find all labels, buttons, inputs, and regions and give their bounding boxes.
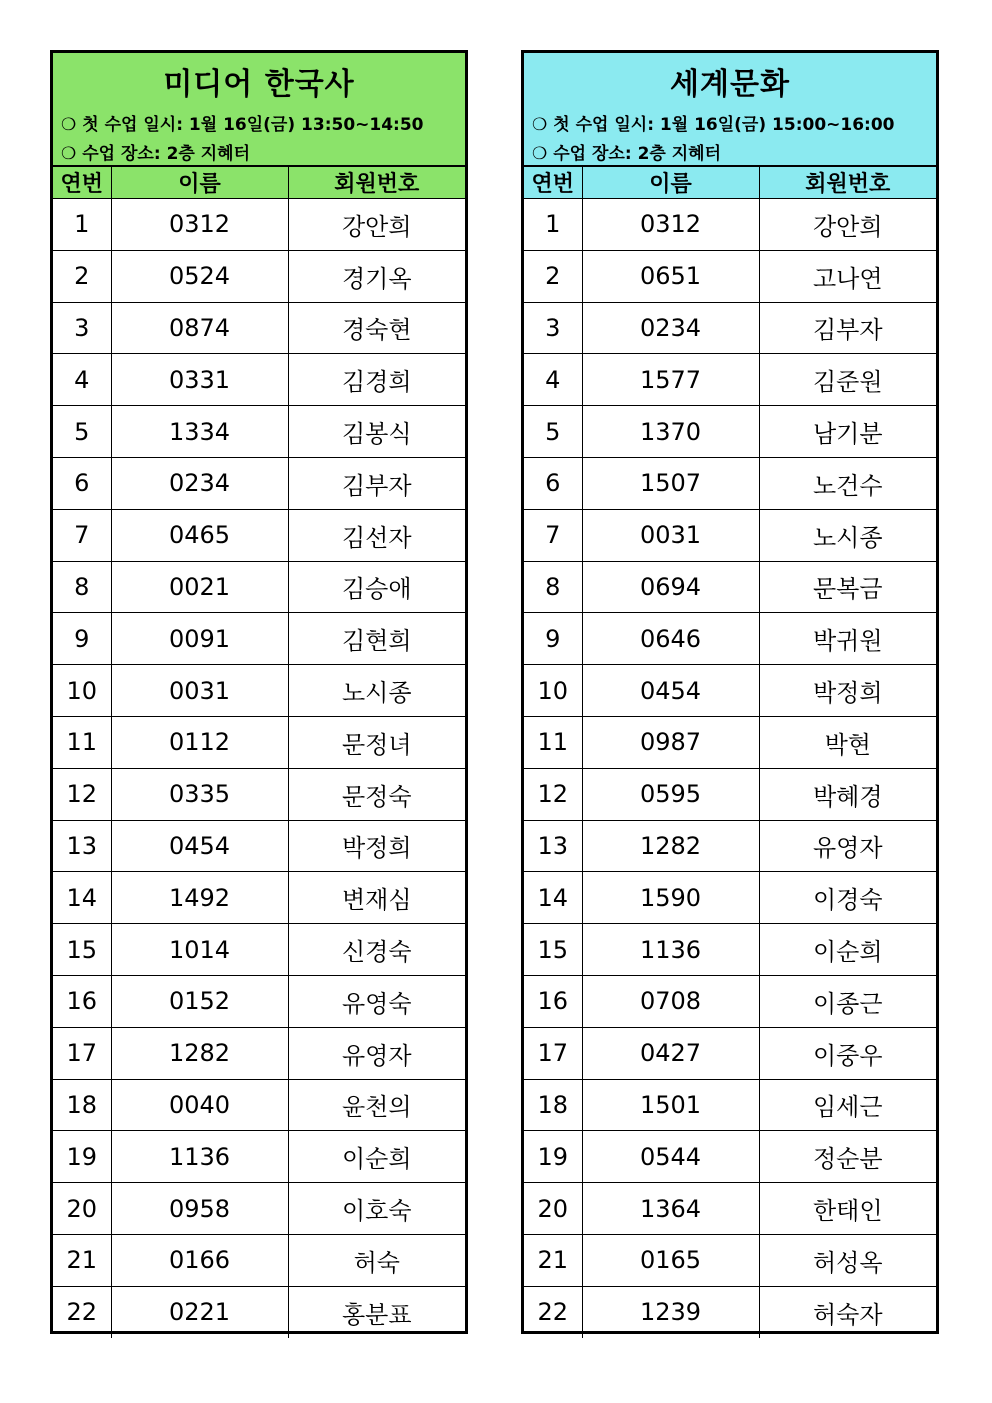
column-header-seq: 연번 [524, 167, 582, 199]
table-row [524, 613, 936, 665]
row-seq-cell: 15 [524, 924, 582, 976]
row-member-no-cell: 박정희 [759, 665, 936, 717]
table-row [53, 975, 465, 1027]
row-member-no-cell: 윤천의 [288, 1079, 465, 1131]
table-row [53, 1286, 465, 1337]
row-name-cell: 0874 [111, 302, 288, 354]
row-name-cell: 0646 [582, 613, 759, 665]
roster-body [524, 199, 936, 1338]
row-seq-cell: 14 [524, 872, 582, 924]
row-seq-cell: 15 [53, 924, 111, 976]
row-name-cell: 0454 [582, 665, 759, 717]
row-seq-cell: 17 [53, 1027, 111, 1079]
row-member-no-cell: 노시종 [288, 665, 465, 717]
class-schedule-info [61, 110, 424, 135]
table-row [524, 1027, 936, 1079]
table-row [53, 199, 465, 251]
table-row [53, 924, 465, 976]
row-name-cell: 1370 [582, 406, 759, 458]
column-header-name: 이름 [582, 167, 759, 199]
schedule-text: 첫 수업 일시: 1월 16일(금) 13:50~14:50 [82, 115, 424, 135]
row-name-cell: 0331 [111, 354, 288, 406]
row-seq-cell: 20 [524, 1183, 582, 1235]
row-name-cell: 0312 [582, 199, 759, 251]
row-member-no-cell: 고나연 [759, 250, 936, 302]
row-seq-cell: 9 [524, 613, 582, 665]
row-name-cell: 1282 [111, 1027, 288, 1079]
table-row [524, 768, 936, 820]
circle-bullet-icon: ❍ [532, 144, 548, 164]
class-location-info [532, 139, 721, 164]
row-member-no-cell: 김부자 [759, 302, 936, 354]
table-row [53, 768, 465, 820]
row-member-no-cell: 김선자 [288, 509, 465, 561]
row-name-cell: 0312 [111, 199, 288, 251]
table-row [53, 613, 465, 665]
row-seq-cell: 8 [53, 561, 111, 613]
row-name-cell: 0454 [111, 820, 288, 872]
row-member-no-cell: 허숙자 [759, 1286, 936, 1337]
row-member-no-cell: 유영숙 [288, 975, 465, 1027]
row-name-cell: 0595 [582, 768, 759, 820]
table-row [53, 872, 465, 924]
column-header-member-no: 회원번호 [759, 167, 936, 199]
table-header-row [53, 167, 465, 199]
row-member-no-cell: 신경숙 [288, 924, 465, 976]
table-row [524, 975, 936, 1027]
row-seq-cell: 11 [524, 716, 582, 768]
circle-bullet-icon: ❍ [532, 115, 548, 135]
row-seq-cell: 21 [524, 1234, 582, 1286]
row-name-cell: 0524 [111, 250, 288, 302]
row-member-no-cell: 김부자 [288, 457, 465, 509]
row-member-no-cell: 김현희 [288, 613, 465, 665]
row-member-no-cell: 문정녀 [288, 716, 465, 768]
table-row [53, 1027, 465, 1079]
row-name-cell: 1136 [582, 924, 759, 976]
row-member-no-cell: 김봉식 [288, 406, 465, 458]
row-name-cell: 0040 [111, 1079, 288, 1131]
row-name-cell: 1577 [582, 354, 759, 406]
column-header-name: 이름 [111, 167, 288, 199]
row-name-cell: 1507 [582, 457, 759, 509]
row-seq-cell: 22 [53, 1286, 111, 1337]
table-row [524, 509, 936, 561]
location-text: 수업 장소: 2층 지혜터 [553, 144, 722, 164]
row-name-cell: 1239 [582, 1286, 759, 1337]
roster-body [53, 199, 465, 1338]
panel-header [524, 53, 936, 166]
table-row [524, 1183, 936, 1235]
row-seq-cell: 11 [53, 716, 111, 768]
row-member-no-cell: 강안희 [759, 199, 936, 251]
roster-table [524, 166, 936, 1338]
row-seq-cell: 5 [53, 406, 111, 458]
table-row [524, 1234, 936, 1286]
row-seq-cell: 18 [524, 1079, 582, 1131]
row-member-no-cell: 이호숙 [288, 1183, 465, 1235]
row-seq-cell: 1 [53, 199, 111, 251]
table-row [53, 665, 465, 717]
row-name-cell: 0987 [582, 716, 759, 768]
row-seq-cell: 13 [53, 820, 111, 872]
table-row [524, 872, 936, 924]
row-member-no-cell: 김준원 [759, 354, 936, 406]
row-seq-cell: 5 [524, 406, 582, 458]
row-member-no-cell: 홍분표 [288, 1286, 465, 1337]
row-member-no-cell: 이중우 [759, 1027, 936, 1079]
table-row [524, 457, 936, 509]
row-seq-cell: 2 [53, 250, 111, 302]
row-seq-cell: 8 [524, 561, 582, 613]
row-seq-cell: 4 [53, 354, 111, 406]
row-member-no-cell: 허성옥 [759, 1234, 936, 1286]
row-member-no-cell: 이경숙 [759, 872, 936, 924]
row-name-cell: 0465 [111, 509, 288, 561]
row-name-cell: 0651 [582, 250, 759, 302]
schedule-text: 첫 수업 일시: 1월 16일(금) 15:00~16:00 [553, 115, 895, 135]
class-location-info [61, 139, 250, 164]
panel-title: 세계문화 [670, 67, 790, 102]
row-seq-cell: 22 [524, 1286, 582, 1337]
row-name-cell: 0694 [582, 561, 759, 613]
row-member-no-cell: 강안희 [288, 199, 465, 251]
table-row [524, 302, 936, 354]
table-row [53, 1079, 465, 1131]
row-member-no-cell: 노건수 [759, 457, 936, 509]
row-member-no-cell: 문정숙 [288, 768, 465, 820]
row-seq-cell: 19 [53, 1131, 111, 1183]
row-seq-cell: 6 [524, 457, 582, 509]
row-member-no-cell: 유영자 [759, 820, 936, 872]
row-name-cell: 0031 [582, 509, 759, 561]
table-row [53, 1183, 465, 1235]
location-text: 수업 장소: 2층 지혜터 [82, 144, 251, 164]
table-row [53, 1131, 465, 1183]
row-seq-cell: 1 [524, 199, 582, 251]
row-member-no-cell: 임세근 [759, 1079, 936, 1131]
row-seq-cell: 19 [524, 1131, 582, 1183]
table-row [53, 354, 465, 406]
row-name-cell: 0031 [111, 665, 288, 717]
table-row [53, 509, 465, 561]
row-seq-cell: 14 [53, 872, 111, 924]
table-row [53, 561, 465, 613]
table-row [53, 716, 465, 768]
row-name-cell: 0234 [582, 302, 759, 354]
table-row [524, 924, 936, 976]
row-name-cell: 0091 [111, 613, 288, 665]
row-name-cell: 1590 [582, 872, 759, 924]
table-row [524, 199, 936, 251]
row-member-no-cell: 유영자 [288, 1027, 465, 1079]
row-member-no-cell: 경숙현 [288, 302, 465, 354]
column-header-member-no: 회원번호 [288, 167, 465, 199]
row-seq-cell: 3 [53, 302, 111, 354]
table-row [53, 406, 465, 458]
table-row [524, 1079, 936, 1131]
table-row [53, 250, 465, 302]
row-member-no-cell: 남기분 [759, 406, 936, 458]
row-name-cell: 1492 [111, 872, 288, 924]
row-name-cell: 1364 [582, 1183, 759, 1235]
row-seq-cell: 10 [53, 665, 111, 717]
row-member-no-cell: 경기옥 [288, 250, 465, 302]
row-member-no-cell: 변재심 [288, 872, 465, 924]
circle-bullet-icon: ❍ [61, 115, 77, 135]
table-row [53, 302, 465, 354]
class-schedule-info [532, 110, 895, 135]
row-member-no-cell: 박현 [759, 716, 936, 768]
table-row [53, 820, 465, 872]
table-row [524, 406, 936, 458]
row-name-cell: 1014 [111, 924, 288, 976]
row-member-no-cell: 이순희 [759, 924, 936, 976]
table-row [524, 1131, 936, 1183]
row-member-no-cell: 한태인 [759, 1183, 936, 1235]
row-name-cell: 1282 [582, 820, 759, 872]
table-row [524, 250, 936, 302]
table-row [524, 665, 936, 717]
row-name-cell: 0958 [111, 1183, 288, 1235]
row-member-no-cell: 노시종 [759, 509, 936, 561]
row-name-cell: 0112 [111, 716, 288, 768]
roster-table [53, 166, 465, 1338]
row-name-cell: 0234 [111, 457, 288, 509]
row-name-cell: 0335 [111, 768, 288, 820]
panel-title: 미디어 한국사 [163, 67, 355, 102]
class-panel-media-korean-history [50, 50, 468, 1334]
row-name-cell: 0021 [111, 561, 288, 613]
row-name-cell: 0427 [582, 1027, 759, 1079]
row-name-cell: 0544 [582, 1131, 759, 1183]
row-seq-cell: 21 [53, 1234, 111, 1286]
panel-header [53, 53, 465, 166]
row-member-no-cell: 김경희 [288, 354, 465, 406]
row-member-no-cell: 박귀원 [759, 613, 936, 665]
circle-bullet-icon: ❍ [61, 144, 77, 164]
table-row [524, 354, 936, 406]
row-seq-cell: 4 [524, 354, 582, 406]
row-member-no-cell: 이순희 [288, 1131, 465, 1183]
row-name-cell: 0166 [111, 1234, 288, 1286]
row-member-no-cell: 정순분 [759, 1131, 936, 1183]
row-seq-cell: 17 [524, 1027, 582, 1079]
row-name-cell: 0708 [582, 975, 759, 1027]
row-name-cell: 1334 [111, 406, 288, 458]
row-member-no-cell: 허숙 [288, 1234, 465, 1286]
row-name-cell: 0165 [582, 1234, 759, 1286]
table-row [524, 820, 936, 872]
row-member-no-cell: 박정희 [288, 820, 465, 872]
row-seq-cell: 20 [53, 1183, 111, 1235]
table-row [53, 457, 465, 509]
row-seq-cell: 2 [524, 250, 582, 302]
table-header-row [524, 167, 936, 199]
class-panel-world-culture [521, 50, 939, 1334]
row-name-cell: 0221 [111, 1286, 288, 1337]
row-seq-cell: 3 [524, 302, 582, 354]
row-seq-cell: 18 [53, 1079, 111, 1131]
row-seq-cell: 13 [524, 820, 582, 872]
row-seq-cell: 12 [524, 768, 582, 820]
row-member-no-cell: 이종근 [759, 975, 936, 1027]
row-seq-cell: 7 [53, 509, 111, 561]
table-row [53, 1234, 465, 1286]
row-name-cell: 1136 [111, 1131, 288, 1183]
row-name-cell: 1501 [582, 1079, 759, 1131]
column-header-seq: 연번 [53, 167, 111, 199]
row-name-cell: 0152 [111, 975, 288, 1027]
row-member-no-cell: 박혜경 [759, 768, 936, 820]
row-seq-cell: 10 [524, 665, 582, 717]
row-member-no-cell: 문복금 [759, 561, 936, 613]
row-seq-cell: 9 [53, 613, 111, 665]
row-seq-cell: 7 [524, 509, 582, 561]
row-seq-cell: 12 [53, 768, 111, 820]
table-row [524, 1286, 936, 1337]
row-seq-cell: 16 [53, 975, 111, 1027]
row-member-no-cell: 김승애 [288, 561, 465, 613]
table-row [524, 561, 936, 613]
table-row [524, 716, 936, 768]
row-seq-cell: 6 [53, 457, 111, 509]
row-seq-cell: 16 [524, 975, 582, 1027]
